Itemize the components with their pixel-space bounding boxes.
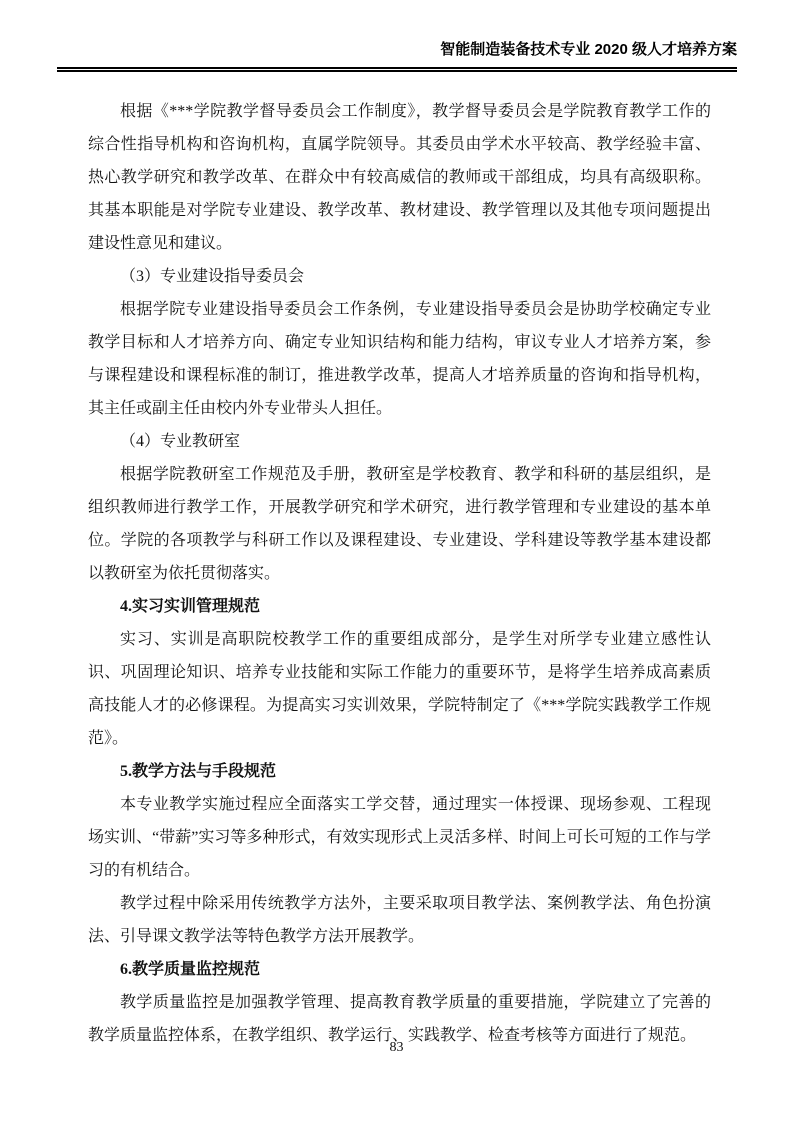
page-number: 83 bbox=[389, 1040, 404, 1055]
header-rule bbox=[57, 67, 737, 72]
paragraph-practice-training: 实习、实训是高职院校教学工作的重要组成部分，是学生对所学专业建立感性认识、巩固理论知识、培养专业技能和实际工作能力的重要环节，是将学生培养成高素质高技能人才的必修课程。为提高实习实训效果，学院特制定了《***学院实践教学工作规范》。 bbox=[88, 631, 711, 747]
paragraph-supervision-committee: 根据《***学院教学督导委员会工作制度》，教学督导委员会是学院教育教学工作的综合性指导机构和咨询机构，直属学院领导。其委员由学术水平较高、教学经验丰富、热心教学研究和教学改革、在群众中有较高威信的教师或干部组成，均具有高级职称。其基本职能是对学院专业建设、教学改革、教材建设、教学管理以及其他专项问题提出建设性意见和建议。 bbox=[88, 103, 711, 252]
heading-6-quality-monitoring: 6.教学质量监控规范 bbox=[120, 961, 261, 978]
paragraph-teaching-methods-detail: 教学过程中除采用传统教学方法外，主要采取项目教学法、案例教学法、角色扮演法、引导课文教学法等特色教学方法开展教学。 bbox=[88, 895, 711, 945]
paragraph-quality-monitoring: 教学质量监控是加强教学管理、提高教育教学质量的重要措施，学院建立了完善的教学质量监控体系，在教学组织、教学运行、实践教学、检查考核等方面进行了规范。 bbox=[88, 994, 711, 1044]
subheading-3-professional-construction-committee: （3）专业建设指导委员会 bbox=[120, 268, 305, 285]
subheading-4-teaching-research-office: （4）专业教研室 bbox=[120, 433, 241, 450]
header-title: 智能制造装备技术专业 2020 级人才培养方案 bbox=[440, 41, 737, 58]
header-rule-bottom-line bbox=[57, 70, 737, 72]
heading-5-teaching-methods: 5.教学方法与手段规范 bbox=[120, 763, 277, 780]
paragraph-professional-construction-committee: 根据学院专业建设指导委员会工作条例，专业建设指导委员会是协助学校确定专业教学目标和人才培养方向、确定专业知识结构和能力结构，审议专业人才培养方案，参与课程建设和课程标准的制订，推进教学改革，提高人才培养质量的咨询和指导机构，其主任或副主任由校内外专业带头人担任。 bbox=[88, 301, 711, 417]
paragraph-teaching-implementation: 本专业教学实施过程应全面落实工学交替，通过理实一体授课、现场参观、工程现场实训、“带薪”实习等多种形式，有效实现形式上灵活多样、时间上可长可短的工作与学习的有机结合。 bbox=[88, 796, 711, 879]
document-body bbox=[88, 95, 711, 1052]
heading-4-practice-training-management: 4.实习实训管理规范 bbox=[120, 598, 261, 615]
paragraph-teaching-research-office: 根据学院教研室工作规范及手册，教研室是学校教育、教学和科研的基层组织，是组织教师进行教学工作，开展教学研究和学术研究，进行教学管理和专业建设的基本单位。学院的各项教学与科研工作以及课程建设、专业建设、学科建设等教学基本建设都以教研室为依托贯彻落实。 bbox=[88, 466, 711, 582]
page-header bbox=[57, 0, 737, 72]
